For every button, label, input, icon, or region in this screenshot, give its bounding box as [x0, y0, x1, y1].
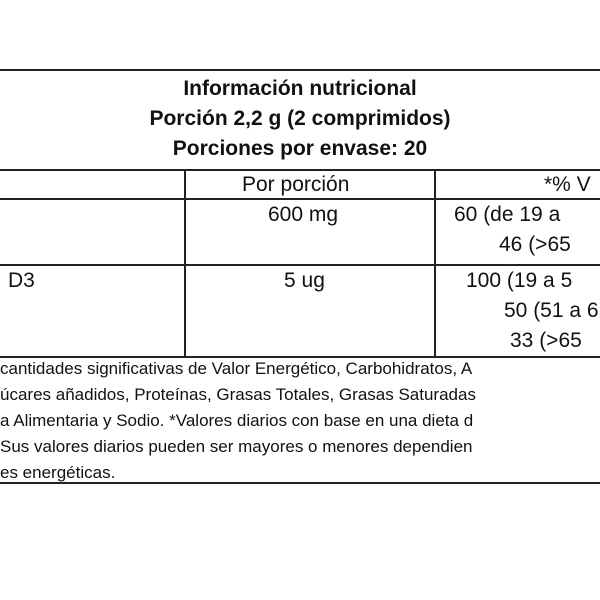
row-2-vd-line-1: 100 (19 a 5 [466, 269, 573, 292]
panel-title: Información nutricional [183, 77, 417, 100]
row-2-vd-line-3: 33 (>65 [510, 329, 582, 352]
header-per-portion: Por porción [242, 173, 350, 196]
row-2-name: D3 [8, 269, 35, 292]
footnote-line-4: Sus valores diarios pueden ser mayores o menores dependien [0, 437, 473, 456]
footnote-line-1: cantidades significativas de Valor Energético, Carbohidratos, A [0, 359, 473, 378]
servings-per-container: Porciones por envase: 20 [172, 137, 428, 160]
footnote [0, 356, 600, 486]
row-1-amount: 600 mg [268, 203, 339, 226]
row-divider [0, 264, 600, 266]
panel-header [0, 71, 600, 171]
footnote-line-5: es energéticas. [0, 463, 116, 482]
row-2-amount: 5 ug [284, 269, 325, 292]
row-1-vd-line-2: 46 (>65 [499, 233, 571, 256]
nutrition-facts-panel [0, 69, 600, 484]
portion-size: Porción 2,2 g (2 comprimidos) [149, 107, 451, 130]
footnote-line-2: úcares añadidos, Proteínas, Grasas Totales, Grasas Saturadas [0, 385, 476, 404]
header-daily-value: *% V [544, 173, 591, 196]
row-2-vd-line-2: 50 (51 a 6 [504, 299, 599, 322]
row-1-vd-line-1: 60 (de 19 a [454, 203, 561, 226]
footnote-line-3: a Alimentaria y Sodio. *Valores diarios con base en una dieta d [0, 411, 474, 430]
